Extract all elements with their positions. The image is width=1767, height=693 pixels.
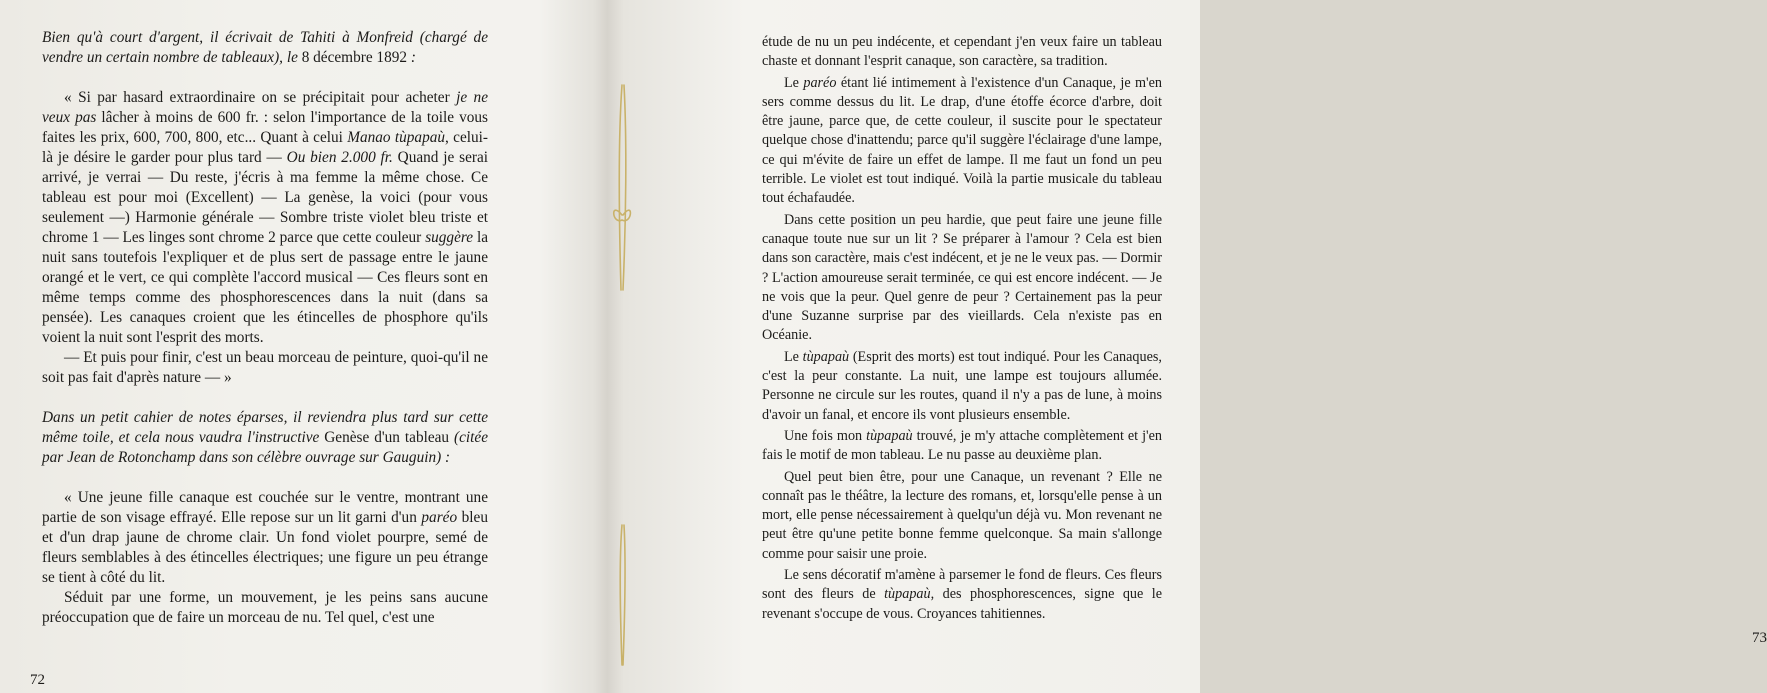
text-run: Genèse	[324, 429, 370, 446]
text-run: , celui-là je désire le garder pour plus tard —	[42, 129, 488, 166]
italic-run: paréo	[803, 74, 837, 91]
text-run: étude de nu un peu indécente, et cependant j'en veux faire un tableau chaste et donnant l'esprit canaque, son caractère, sa tradition.	[762, 34, 1162, 70]
text-run: Le	[784, 348, 803, 365]
quote1-paragraph-1	[42, 88, 488, 348]
text-run: Le sens décoratif m'amène à parsemer le fond de fleurs. Ces fleurs sont des fleurs de	[762, 567, 1162, 603]
text-run: « Si par hasard extraordinaire on se précipitait pour acheter	[64, 89, 457, 106]
text-run: , des phosphorescences, signe que le revenant s'occupe de vous. Croyances tahitiennes.	[762, 586, 1162, 622]
text-run: Une fois mon	[784, 427, 867, 444]
quote1-paragraph-2	[42, 348, 488, 388]
italic-run: Dans un petit cahier de notes éparses, il reviendra plus tard sur cette même toile, et cela nous vaudra l'instructive	[42, 409, 488, 446]
italic-run: suggère	[425, 229, 474, 246]
text-run: Dans cette position un peu hardie, que peut faire une jeune fille canaque toute nue sur un lit ? Se préparer à l'amour ? Cela est bien dans son caractère, mais c'est indécent, et je ne le veux pas. — Dormir ? L'action amoureuse serait terminée, ce qui est encore indécent. — Je ne vois que la peur. Quel genre de peur ? Certainement pas la peur d'une Suzanne surprise par des vieillards. Cela n'existe pas en Océanie.	[762, 211, 1162, 344]
right-page-text	[762, 33, 1162, 626]
quote2-paragraph-1	[42, 488, 488, 588]
right-paragraph-1	[762, 33, 1162, 72]
text-run: Quand je serai arrivé, je verrai — Du reste, j'écris à ma femme la même chose. Ce tableau est pour moi (Excellent) — La genèse, la voici (pour vous seulement —) Harmonie générale — Sombre triste violet bleu triste et chrome 1 — Les linges sont chrome 2 parce que cette couleur	[42, 149, 488, 246]
right-page	[612, 0, 1767, 693]
text-run: (Esprit des morts) est tout indiqué. Pour les Canaques, c'est la peur constante. La nuit, une lampe est toujours allumée. Personne ne circule sur les routes, quand il n'y a pas de lune, à moins d'avoir un fanal, et encore ils vont plusieurs ensemble.	[762, 348, 1162, 423]
text-run: d'un tableau	[369, 429, 455, 446]
text-run: trouvé, je m'y attache complètement et j'en fais le motif de mon tableau. Le nu passe au deuxième plan.	[762, 427, 1162, 464]
text-run: étant lié intimement à l'existence d'un Canaque, je m'en sers comme dessus du lit. Le drap, d'une étoffe écorce d'arbre, doit être jaune, parce que, de cette couleur, il suscite pour le spectateur quelque chose d'inattendu; parce qu'il suggère l'éclairage d'une lampe, ce qui m'évite de faire un effet de lampe. Il me faut un fond un peu terrible. Le violet est tout indiqué. Voilà la partie musicale du tableau tout échafaudée.	[762, 74, 1162, 207]
text-run: lâcher à moins de 600 fr. : selon l'importance de la toile vous faites les prix, 600, 700, 800, etc... Quant à celui	[42, 109, 489, 146]
intro2-paragraph	[42, 408, 488, 468]
italic-run: :	[407, 49, 416, 66]
right-paragraph-7	[762, 566, 1162, 624]
text-run: bleu et d'un drap jaune de chrome clair. Un fond violet pourpre, semé de fleurs semblables à des étincelles électriques; une figure un peu étrange se tient à côté du lit.	[42, 509, 488, 586]
text-run: la nuit sans toutefois l'expliquer et de plus sert de passage entre le jaune orangé et le vert, ce qui complète l'accord musical — Ces fleurs sont en même temps comme des phosphorescences dans la nuit (dans sa pensée). Les canaques croient que les étincelles de phosphore qu'ils voient la nuit sont l'esprit des morts.	[42, 229, 489, 346]
text-run: « Une jeune fille canaque est couchée sur le ventre, montrant une partie de son visage effrayé. Elle repose sur un lit garni d'un	[42, 489, 488, 526]
right-paragraph-2	[762, 74, 1162, 209]
italic-run: tùpapaù	[802, 348, 850, 365]
right-paragraph-5	[762, 427, 1162, 466]
text-run: Quel peut bien être, pour une Canaque, un revenant ? Elle ne connaît pas le théâtre, la lecture des romans, et, lorsqu'elle pense à un mort, elle pense nécessairement à quelqu'un déjà vu. Mon revenant ne peut être qu'une petite bonne femme quelconque. Sa main s'allonge comme pour saisir une proie.	[762, 468, 1162, 562]
italic-run: Bien qu'à court d'argent, il écrivait de Tahiti à Monfreid (chargé de vendre un certain nombre de tableaux), le	[42, 29, 488, 66]
italic-run: (citée par Jean de Rotonchamp dans son célèbre ouvrage sur Gauguin) :	[42, 429, 488, 466]
quote2-paragraph-2	[42, 588, 488, 628]
text-run: Séduit par une forme, un mouvement, je les peins sans aucune préoccupation que de faire un morceau de nu. Tel quel, c'est une	[42, 589, 488, 626]
right-paragraph-3	[762, 211, 1162, 346]
page-number-left: 72	[30, 672, 45, 688]
intro-paragraph	[42, 28, 488, 68]
italic-run: Manao tùpapaù	[347, 129, 446, 146]
italic-run: Ou bien 2.000 fr.	[286, 149, 393, 166]
right-paragraph-4	[762, 348, 1162, 425]
italic-run: tùpapaù	[884, 586, 931, 603]
right-paragraph-6	[762, 468, 1162, 564]
left-page-text	[42, 28, 488, 628]
italic-run: je ne veux pas	[42, 89, 488, 126]
text-run: 8 décembre 1892	[301, 49, 408, 66]
left-page	[0, 0, 600, 693]
text-run: Le	[784, 74, 804, 91]
italic-run: paréo	[421, 509, 458, 526]
binding-thread	[608, 0, 638, 693]
page-number-right: 73	[1752, 630, 1767, 646]
text-run: — Et puis pour finir, c'est un beau morceau de peinture, quoi-qu'il ne soit pas fait d'après nature — »	[42, 349, 488, 386]
italic-run: tùpapaù	[866, 427, 913, 444]
